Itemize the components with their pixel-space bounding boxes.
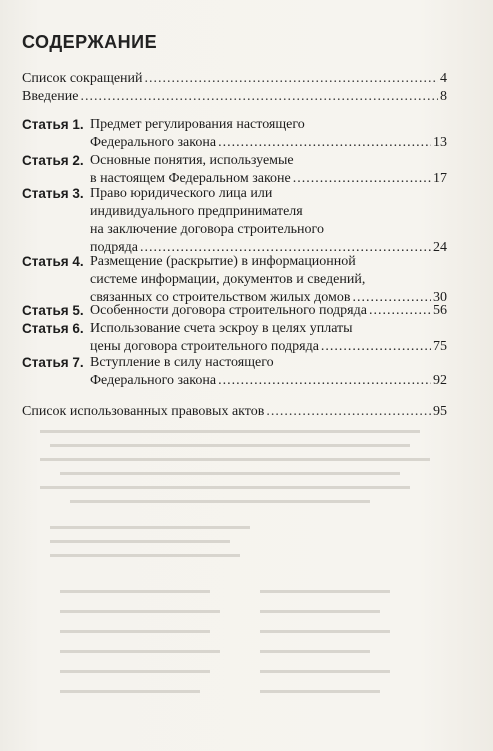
article-label: Статья 7. <box>22 355 84 370</box>
article-title-line: Вступление в силу настоящего <box>90 355 274 370</box>
article-title-line: Использование счета эскроу в целях уплаты <box>90 321 353 336</box>
toc-page-number: 4 <box>440 71 447 86</box>
toc-entry-legal-acts <box>22 403 447 421</box>
toc-page-number: 17 <box>433 171 447 186</box>
bleed-through-texture <box>40 430 473 731</box>
article-title-line: индивидуального предпринимателя <box>90 204 303 219</box>
toc-entry-introduction <box>22 88 447 106</box>
leader-dots <box>145 70 438 88</box>
article-label: Статья 3. <box>22 186 84 201</box>
toc-entry-text: Введение <box>22 89 79 104</box>
toc-page-number: 13 <box>433 135 447 150</box>
article-label: Статья 1. <box>22 117 84 132</box>
article-title-line: на заключение договора строительного <box>90 222 324 237</box>
article-label: Статья 4. <box>22 254 84 269</box>
article-title-line-last: цены договора строительного подряда ..... 75 <box>90 338 447 356</box>
leader-dots <box>218 372 431 390</box>
article-label: Статья 2. <box>22 153 84 168</box>
article-title-line-last: Федерального закона ..... 13 <box>90 134 447 152</box>
page-title: СОДЕРЖАНИЕ <box>22 32 158 52</box>
leader-dots <box>218 134 431 152</box>
article-title-line: Основные понятия, используемые <box>90 153 294 168</box>
toc-entry-text: Список сокращений <box>22 71 143 86</box>
leader-dots <box>80 88 438 106</box>
article-title-line-last: связанных со строительством жилых домов ..... 30 <box>90 289 447 307</box>
toc-page-number: 30 <box>433 290 447 305</box>
article-label: Статья 5. <box>22 303 84 318</box>
article-title-line: Размещение (раскрытие) в информационной <box>90 254 356 269</box>
toc-page-number: 8 <box>440 89 447 104</box>
article-title-line-last: Особенности договора строительного подряда ..... 56 <box>90 302 447 320</box>
article-title-line: системе информации, документов и сведений, <box>90 272 366 287</box>
leader-dots <box>266 403 431 421</box>
article-label: Статья 6. <box>22 321 84 336</box>
article-title-line-last: подряда ..... 24 <box>90 239 447 257</box>
toc-page-number: 56 <box>433 303 447 318</box>
toc-page-number: 95 <box>433 404 447 419</box>
toc-entry-text: Список использованных правовых актов <box>22 404 265 419</box>
article-title-line: Право юридического лица или <box>90 186 273 201</box>
article-title-line: Предмет регулирования настоящего <box>90 117 305 132</box>
toc-entry-abbreviations <box>22 70 447 88</box>
article-title-line-last: Федерального закона ..... 92 <box>90 372 447 390</box>
toc-page-number: 24 <box>433 240 447 255</box>
article-title-line-last: в настоящем Федеральном законе ..... 17 <box>90 170 447 188</box>
leader-dots <box>369 302 431 320</box>
toc-page-number: 75 <box>433 339 447 354</box>
toc-page-number: 92 <box>433 373 447 388</box>
